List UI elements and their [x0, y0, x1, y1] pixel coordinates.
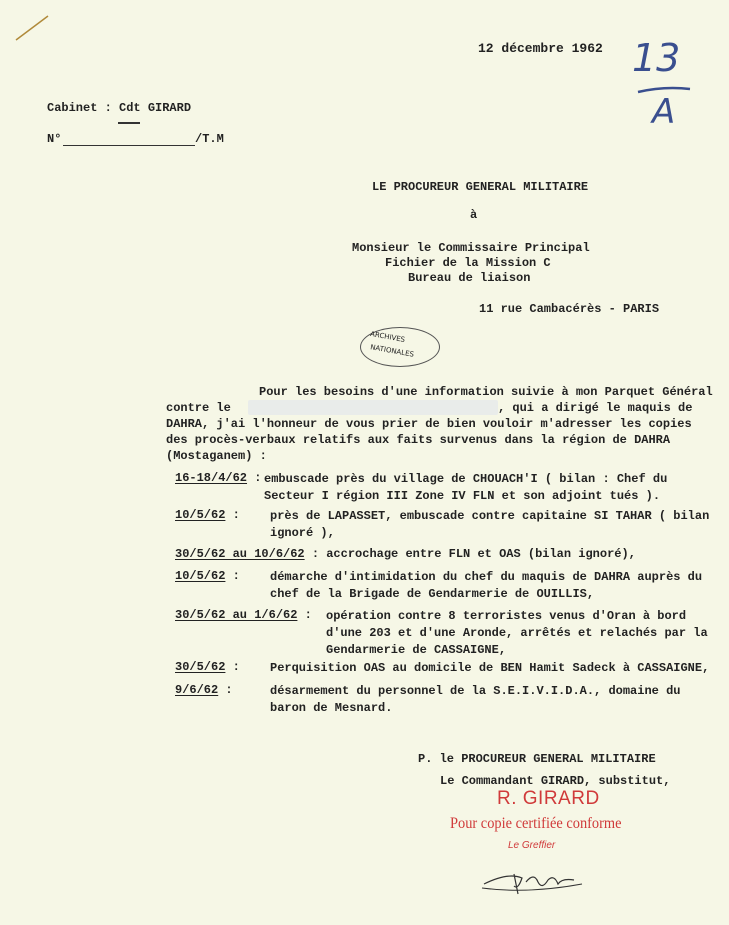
redacted-name: [248, 400, 498, 415]
recipient-address: 11 rue Cambacérès - PARIS: [479, 302, 660, 316]
number-prefix: N°: [47, 132, 62, 146]
cabinet-line: Cabinet : Cdt GIRARD: [47, 101, 192, 115]
handwritten-ref-number: 13: [632, 36, 681, 80]
item-date: 10/5/62 :: [175, 569, 240, 583]
pencil-mark: [14, 12, 54, 44]
number-suffix: /T.M: [195, 132, 224, 146]
archives-stamp: [360, 327, 440, 367]
stamp-greffier: Le Greffier: [508, 840, 556, 851]
cabinet-underline: [118, 122, 140, 124]
item-date: 30/5/62 au 10/6/62 : accrochage entre FLN et OAS (bilan ignoré),: [175, 547, 636, 561]
item-date: 10/5/62 :: [175, 508, 240, 522]
item-date: 16-18/4/62 :: [175, 471, 262, 485]
body-line-2-end: , qui a dirigé le maquis de: [498, 401, 693, 415]
item-text: désarmement du personnel de la S.E.I.V.I.D.A., domaine du baron de Mesnard.: [270, 684, 681, 715]
archives-stamp-line-1: ARCHIVES: [369, 330, 406, 344]
archives-stamp-line-2: NATIONALES: [369, 343, 415, 359]
item-date: 30/5/62 :: [175, 660, 240, 674]
item-text: embuscade près du village de CHOUACH'I ( bilan : Chef du Secteur I région III Zone IV FLN et son adjoint tués ).: [264, 472, 668, 503]
number-blank-line: [63, 145, 195, 146]
signature-line-1: P. le PROCUREUR GENERAL MILITAIRE: [418, 752, 656, 766]
item-text: près de LAPASSET, embuscade contre capitaine SI TAHAR ( bilan ignoré ),: [270, 509, 710, 540]
to-word: à: [470, 208, 478, 222]
item-text: opération contre 8 terroristes venus d'Oran à bord d'une 203 et d'une Aronde, arrêtés et relachés par la Gendarmerie de CASSAIGNE,: [326, 609, 708, 657]
body-line-2-start: contre le: [166, 401, 231, 415]
item-date: 9/6/62 :: [175, 683, 233, 697]
sender-title: LE PROCUREUR GENERAL MILITAIRE: [372, 180, 589, 194]
body-line-3: DAHRA, j'ai l'honneur de vous prier de bien vouloir m'adresser les copies: [166, 417, 692, 431]
item-date: 30/5/62 au 1/6/62 :: [175, 608, 312, 622]
item-text: démarche d'intimidation du chef du maquis de DAHRA auprès du chef de la Brigade de Gendarmerie de OUILLIS,: [270, 570, 703, 601]
recipient-line-1: Monsieur le Commissaire Principal: [352, 241, 590, 255]
recipient-line-3: Bureau de liaison: [408, 271, 531, 285]
handwritten-ref-letter: A: [652, 92, 676, 132]
body-line-5: (Mostaganem) :: [166, 449, 267, 463]
body-line-4: des procès-verbaux relatifs aux faits survenus dans la région de DAHRA: [166, 433, 671, 447]
document-date: 12 décembre 1962: [478, 41, 603, 56]
item-text: Perquisition OAS au domicile de BEN Hamit Sadeck à CASSAIGNE,: [270, 661, 710, 675]
handwritten-signature: [478, 864, 588, 900]
stamp-name: R. GIRARD: [497, 788, 600, 809]
recipient-line-2: Fichier de la Mission C: [385, 256, 551, 270]
signature-line-2: Le Commandant GIRARD, substitut,: [440, 774, 671, 788]
body-line-1: Pour les besoins d'une information suivie à mon Parquet Général: [259, 385, 713, 399]
stamp-certified: Pour copie certifiée conforme: [450, 815, 622, 832]
